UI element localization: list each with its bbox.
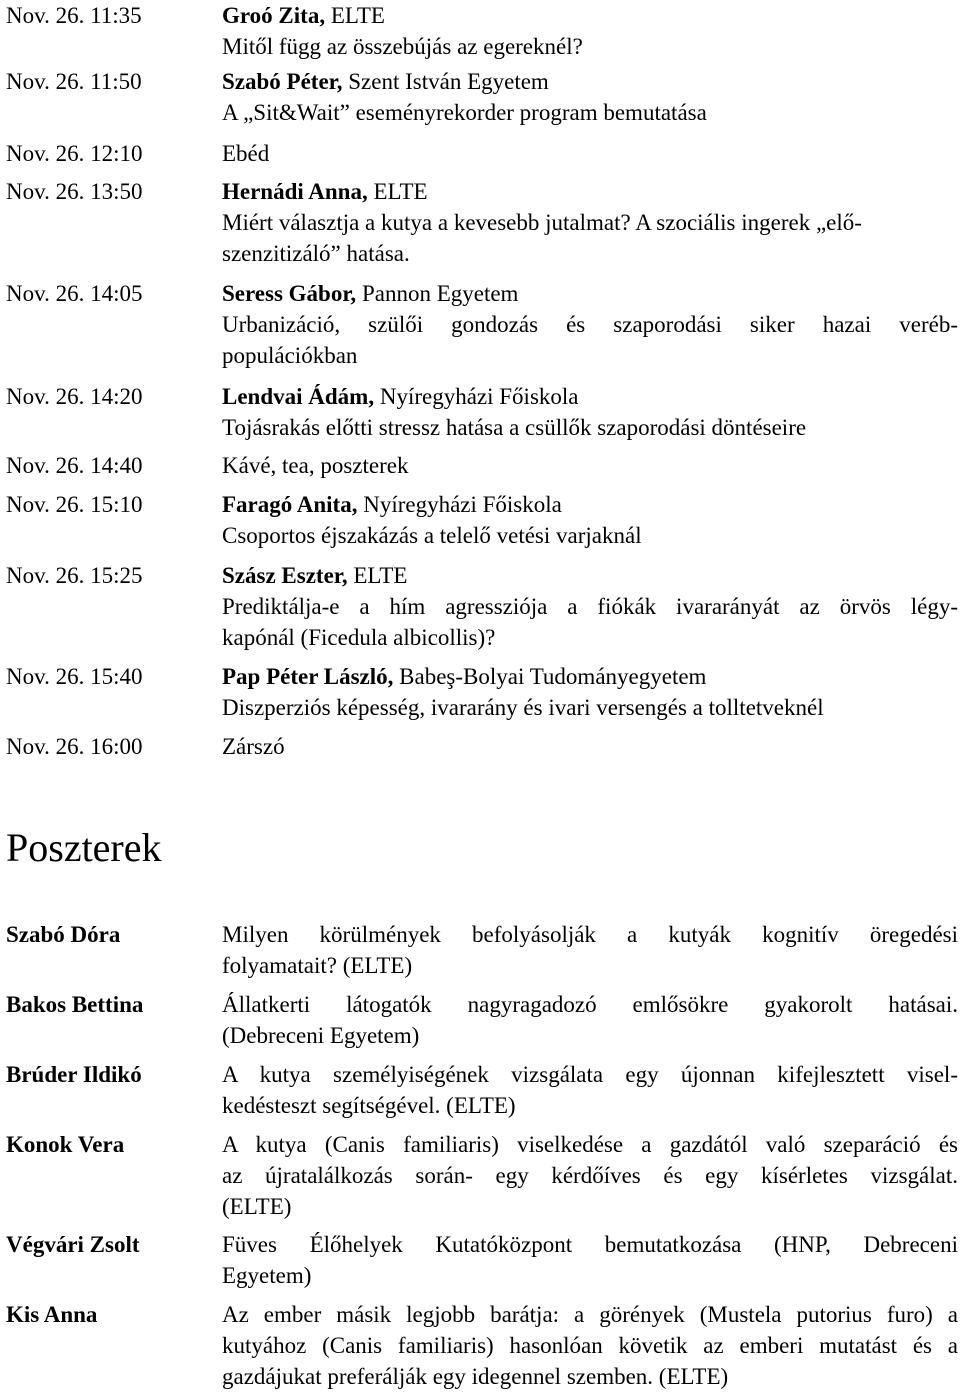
poster-title-line: A kutya (Canis familiaris) viselkedése a gazdától való szeparáció és — [222, 1132, 958, 1157]
poster-title-line: Egyetem) — [222, 1263, 312, 1288]
poster-title-line: gazdájukat preferálják egy idegennel szemben. (ELTE) — [222, 1364, 729, 1389]
talk-title: Diszperziós képesség, ivararány és ivari versengés a tolltetveknél — [222, 695, 824, 720]
poster-author: Végvári Zsolt — [6, 1232, 140, 1257]
schedule-time: Nov. 26. 13:50 — [6, 179, 143, 204]
poster-title-line: Milyen körülmények befolyásolják a kutyák kognitív öregedési — [222, 922, 958, 947]
speaker-affiliation: ELTE — [347, 563, 408, 588]
talk-title: Mitől függ az összebújás az egereknél? — [222, 34, 583, 59]
poster-title-line: folyamatait? (ELTE) — [222, 953, 413, 978]
speaker-name: Hernádi Anna, — [222, 179, 368, 204]
schedule-content — [222, 381, 958, 443]
schedule-time: Nov. 26. 14:05 — [6, 281, 143, 306]
poster-title — [222, 919, 958, 981]
schedule-content — [222, 560, 958, 653]
talk-title-line: Miért választja a kutya a kevesebb jutalmat? A szociális ingerek „elő- — [222, 210, 862, 235]
schedule-content — [222, 138, 958, 169]
talk-title-line: populációkban — [222, 343, 358, 368]
speaker-name: Groó Zita, — [222, 3, 326, 28]
schedule-break: Kávé, tea, poszterek — [222, 453, 409, 478]
schedule-content — [222, 661, 958, 723]
poster-title-line: A kutya személyiségének vizsgálata egy újonnan kifejlesztett visel- — [222, 1062, 958, 1087]
speaker-name: Faragó Anita, — [222, 492, 358, 517]
poster-title-line: Állatkerti látogatók nagyragadozó emlősökre gyakorolt hatásai. — [222, 992, 958, 1017]
speaker-name: Szabó Péter, — [222, 69, 343, 94]
schedule-time: Nov. 26. 16:00 — [6, 734, 143, 759]
schedule-content — [222, 731, 958, 762]
poster-title — [222, 1299, 958, 1392]
schedule-content — [222, 176, 958, 269]
schedule-time: Nov. 26. 15:10 — [6, 492, 143, 517]
speaker-affiliation: Nyíregyházi Főiskola — [374, 384, 579, 409]
posters-heading: Poszterek — [6, 825, 162, 870]
schedule-time: Nov. 26. 11:50 — [6, 69, 142, 94]
schedule-time: Nov. 26. 14:20 — [6, 384, 143, 409]
schedule-time: Nov. 26. 11:35 — [6, 3, 142, 28]
schedule-time: Nov. 26. 15:40 — [6, 664, 143, 689]
speaker-affiliation: ELTE — [367, 179, 428, 204]
speaker-affiliation: Szent István Egyetem — [342, 69, 549, 94]
schedule-content — [222, 489, 958, 551]
schedule-time: Nov. 26. 15:25 — [6, 563, 143, 588]
schedule-content — [222, 278, 958, 371]
poster-author: Brúder Ildikó — [6, 1062, 142, 1087]
speaker-name: Pap Péter László, — [222, 664, 394, 689]
speaker-name: Seress Gábor, — [222, 281, 357, 306]
speaker-affiliation: Pannon Egyetem — [356, 281, 519, 306]
talk-title-line: Prediktálja-e a hím agressziója a fiókák ivararányát az örvös légy- — [222, 594, 958, 619]
schedule-content — [222, 450, 958, 481]
talk-title-line: szenzitizáló” hatása. — [222, 241, 410, 266]
poster-title — [222, 1059, 958, 1121]
schedule-break: Ebéd — [222, 141, 270, 166]
speaker-affiliation: Nyíregyházi Főiskola — [357, 492, 562, 517]
poster-author: Konok Vera — [6, 1132, 125, 1157]
talk-title: Csoportos éjszakázás a telelő vetési varjaknál — [222, 523, 642, 548]
poster-title-line: Az ember másik legjobb barátja: a görények (Mustela putorius furo) a — [222, 1302, 958, 1327]
schedule-time: Nov. 26. 14:40 — [6, 453, 143, 478]
schedule-content — [222, 0, 958, 62]
poster-title-line: Füves Élőhelyek Kutatóközpont bemutatkozása (HNP, Debreceni — [222, 1232, 958, 1257]
poster-author: Kis Anna — [6, 1302, 98, 1327]
poster-title-line: kedésteszt segítségével. (ELTE) — [222, 1093, 516, 1118]
speaker-name: Szász Eszter, — [222, 563, 348, 588]
poster-title-line: kutyához (Canis familiaris) hasonlóan követik az emberi mutatást és a — [222, 1333, 958, 1358]
poster-author: Bakos Bettina — [6, 992, 144, 1017]
speaker-affiliation: Babeş-Bolyai Tudományegyetem — [393, 664, 707, 689]
speaker-name: Lendvai Ádám, — [222, 384, 375, 409]
schedule-time: Nov. 26. 12:10 — [6, 141, 143, 166]
poster-author: Szabó Dóra — [6, 922, 121, 947]
schedule-closing: Zárszó — [222, 734, 285, 759]
talk-title-line: Urbanizáció, szülői gondozás és szaporodási siker hazai veréb- — [222, 312, 958, 337]
talk-title: A „Sit&Wait” eseményrekorder program bemutatása — [222, 100, 707, 125]
poster-title — [222, 989, 958, 1051]
talk-title-line: kapónál (Ficedula albicollis)? — [222, 625, 496, 650]
schedule-content — [222, 66, 958, 128]
poster-title — [222, 1229, 958, 1291]
talk-title: Tojásrakás előtti stressz hatása a csüllők szaporodási döntéseire — [222, 415, 807, 440]
poster-title — [222, 1129, 958, 1222]
poster-title-line: (ELTE) — [222, 1194, 292, 1219]
poster-title-line: (Debreceni Egyetem) — [222, 1023, 420, 1048]
poster-title-line: az újratalálkozás során- egy kérdőíves és egy kísérletes vizsgálat. — [222, 1163, 958, 1188]
speaker-affiliation: ELTE — [325, 3, 385, 28]
